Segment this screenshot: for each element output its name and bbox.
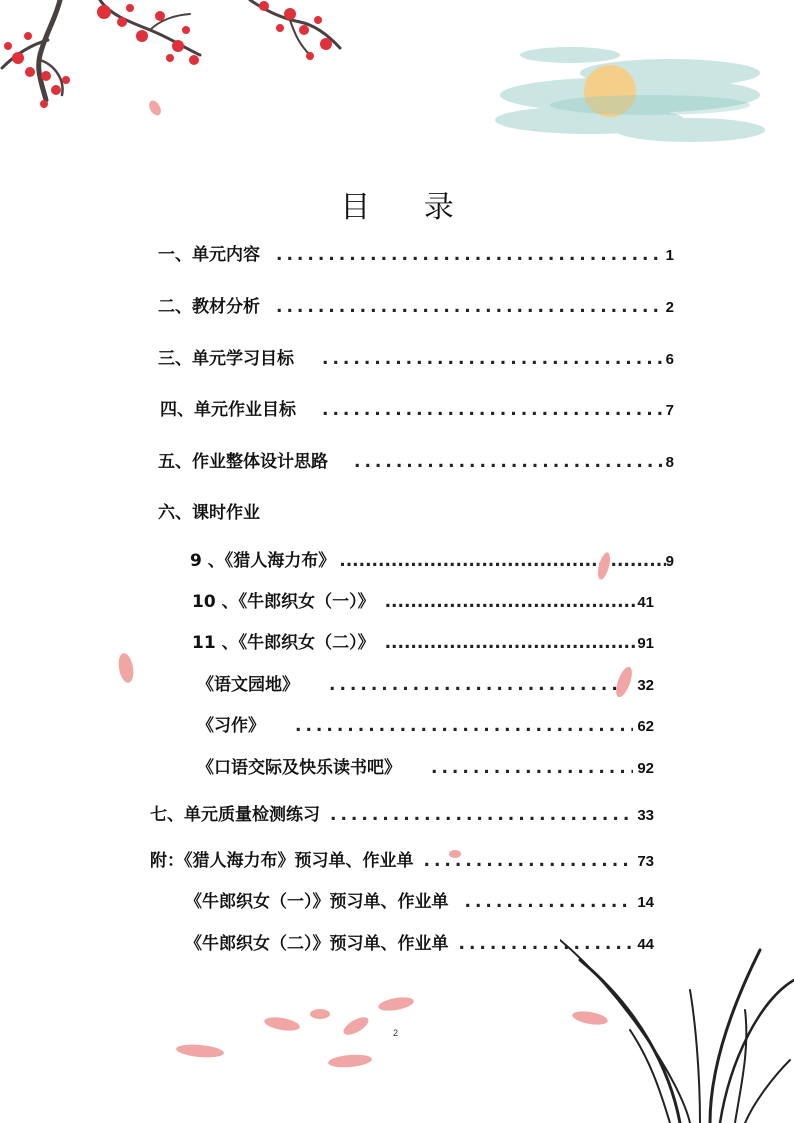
toc-entry-label: 二、教材分析 — [158, 297, 260, 317]
page-number: 2 — [393, 1028, 399, 1038]
toc-entry[interactable] — [158, 447, 674, 472]
toc-leader-dots — [276, 245, 662, 265]
toc-leader-dots — [322, 400, 662, 420]
toc-entry-label: 四、单元作业目标 — [160, 400, 296, 420]
toc-entry[interactable] — [158, 240, 674, 265]
toc-entry-page: 8 — [665, 454, 674, 471]
toc-entry-page: 7 — [665, 402, 674, 419]
toc-entry-label: 10 、《牛郎织女（一）》 — [192, 592, 375, 612]
toc-entry-label: 五、作业整体设计思路 — [158, 452, 328, 472]
toc-entry-label: 《语文园地》 — [197, 675, 299, 695]
toc-entry-page: 92 — [637, 760, 654, 777]
toc-entry-page: 1 — [665, 247, 674, 264]
toc-leader-dots — [322, 349, 662, 369]
toc-entry-label: 附：《猎人海力布》预习单、作业单 — [150, 851, 414, 871]
orchid-grass-illustration — [560, 900, 794, 1123]
plum-blossom-branch-illustration — [0, 0, 350, 120]
toc-entry-page: 9 — [665, 553, 674, 570]
toc-entry-label: 9 、《猎人海力布》 — [190, 551, 336, 571]
toc-entry[interactable] — [160, 395, 674, 420]
toc-entry-label: 三、单元学习目标 — [158, 349, 294, 369]
toc-entry-label: 《牛郎织女（一）》预习单、作业单 — [185, 892, 449, 912]
toc-entry-page: 33 — [637, 807, 654, 824]
toc-entry-page: 91 — [637, 635, 654, 652]
toc-leader-dots — [276, 297, 662, 317]
toc-entry-label: 《口语交际及快乐读书吧》 — [197, 758, 401, 778]
toc-title: 目 录 — [340, 190, 476, 225]
toc-entry-page: 73 — [637, 853, 654, 870]
toc-section-heading[interactable]: 六、课时作业 — [158, 503, 260, 523]
toc-entry-label: 《牛郎织女（二）》预习单、作业单 — [185, 934, 449, 954]
toc-entry-page: 32 — [637, 677, 654, 694]
toc-entry-page: 62 — [637, 718, 654, 735]
toc-entry[interactable] — [158, 292, 674, 317]
toc-entry-label: 一、单元内容 — [158, 245, 260, 265]
toc-entry-page: 44 — [637, 936, 654, 953]
moon-cloud-illustration — [480, 25, 780, 160]
toc-entry-label: 11 、《牛郎织女（二）》 — [192, 633, 375, 653]
toc-entry-page: 14 — [637, 894, 654, 911]
toc-entry[interactable] — [158, 344, 674, 369]
toc-entry-label: 《习作》 — [197, 716, 265, 736]
toc-entry-page: 41 — [637, 594, 654, 611]
toc-entry-label: 七、单元质量检测练习 — [150, 805, 320, 825]
toc-leader-dots — [354, 452, 662, 472]
toc-entry-page: 6 — [665, 351, 674, 368]
toc-entry-page: 2 — [665, 299, 674, 316]
